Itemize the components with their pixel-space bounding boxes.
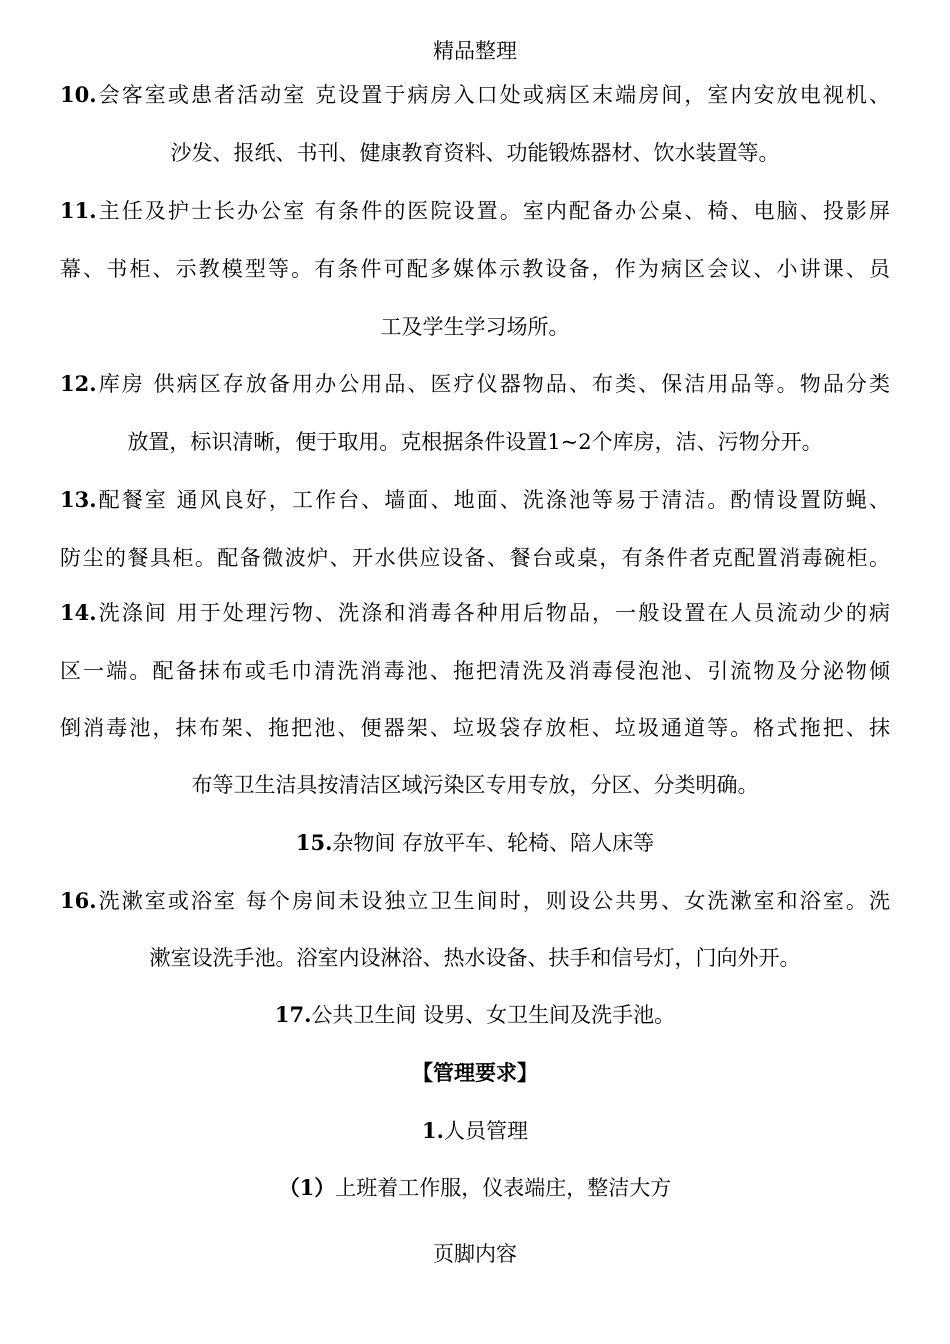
paragraph-14-line-4: 布等卫生洁具按清洁区域污染区专用专放，分区、分类明确。 xyxy=(191,773,759,797)
paragraph-10-line-2: 沙发、报纸、书刊、健康教育资料、功能锻炼器材、饮水装置等。 xyxy=(170,141,780,165)
paragraph-text: 洗涤间 用于处理污物、洗涤和消毒各种用后物品，一般设置在人员流动少的病 xyxy=(96,601,890,625)
paragraph-13-line-1 xyxy=(60,485,890,515)
paragraph-text: 库房 供病区存放备用办公用品、医疗仪器物品、布类、保洁用品等。物品分类 xyxy=(96,372,890,396)
paragraph-text: 配餐室 通风良好，工作台、墙面、地面、洗涤池等易于清洁。酌情设置防蝇、 xyxy=(96,488,890,512)
paragraph-11-line-1 xyxy=(60,196,890,226)
section-heading: 【管理要求】 xyxy=(412,1060,538,1085)
page-header-title: 精品整理 xyxy=(433,39,517,63)
paragraph-14-line-2: 区一端。配备抹布或毛巾清洗消毒池、拖把清洗及消毒侵泡池、引流物及分泌物倾 xyxy=(60,659,890,683)
paragraph-10-line-1 xyxy=(60,80,890,110)
list-item xyxy=(60,1173,890,1203)
paragraph-13-line-2: 防尘的餐具柜。配备微波炉、开水供应设备、餐台或桌，有条件者克配置消毒碗柜。 xyxy=(60,546,890,570)
paragraph-text: 洗漱室或浴室 每个房间未设独立卫生间时，则设公共男、女洗漱室和浴室。洗 xyxy=(96,889,890,913)
paragraph-number: 11. xyxy=(60,198,97,223)
paragraph-text: 会客室或患者活动室 克设置于病房入口处或病区末端房间，室内安放电视机、 xyxy=(96,83,890,107)
paragraph-number: 10. xyxy=(60,82,97,107)
paragraph-text: 公共卫生间 设男、女卫生间及洗手池。 xyxy=(311,1003,676,1027)
paragraph-number: 16. xyxy=(60,888,97,913)
list-item-text: 上班着工作服，仪表端庄，整洁大方 xyxy=(335,1176,672,1200)
paragraph-11-line-3: 工及学生学习场所。 xyxy=(380,315,570,339)
paragraph-11-line-2: 幕、书柜、示教模型等。有条件可配多媒体示教设备，作为病区会议、小讲课、员 xyxy=(60,257,890,281)
paragraph-number: 14. xyxy=(60,600,97,625)
paragraph-14-line-1 xyxy=(60,598,890,628)
paragraph-text: 杂物间 存放平车、轮椅、陪人床等 xyxy=(332,831,655,855)
paragraph-12-line-2: 放置，标识清晰，便于取用。克根据条件设置1~2个库房，洁、污物分开。 xyxy=(127,430,823,454)
paragraph-number: 13. xyxy=(60,487,97,512)
paragraph-number: 17. xyxy=(274,1002,312,1027)
subsection-heading xyxy=(60,1116,890,1146)
paragraph-16-line-2: 漱室设洗手池。浴室内设淋浴、热水设备、扶手和信号灯，门向外开。 xyxy=(149,946,801,970)
paragraph-12-line-1 xyxy=(60,369,890,399)
paragraph-14-line-3: 倒消毒池，抹布架、拖把池、便器架、垃圾袋存放柜、垃圾通道等。格式拖把、抹 xyxy=(60,716,890,740)
paragraph-number: 15. xyxy=(295,830,333,855)
paragraph-15-line-1 xyxy=(60,828,890,858)
paragraph-text: 主任及护士长办公室 有条件的医院设置。室内配备办公桌、椅、电脑、投影屏 xyxy=(96,199,890,223)
subsection-number: 1. xyxy=(422,1118,444,1143)
paragraph-17-line-1 xyxy=(60,1000,890,1030)
paragraph-number: 12. xyxy=(60,371,97,396)
subsection-title: 人员管理 xyxy=(443,1119,528,1143)
page-footer: 页脚内容 xyxy=(433,1242,517,1266)
list-item-number: （1） xyxy=(278,1175,336,1200)
paragraph-16-line-1 xyxy=(60,886,890,916)
